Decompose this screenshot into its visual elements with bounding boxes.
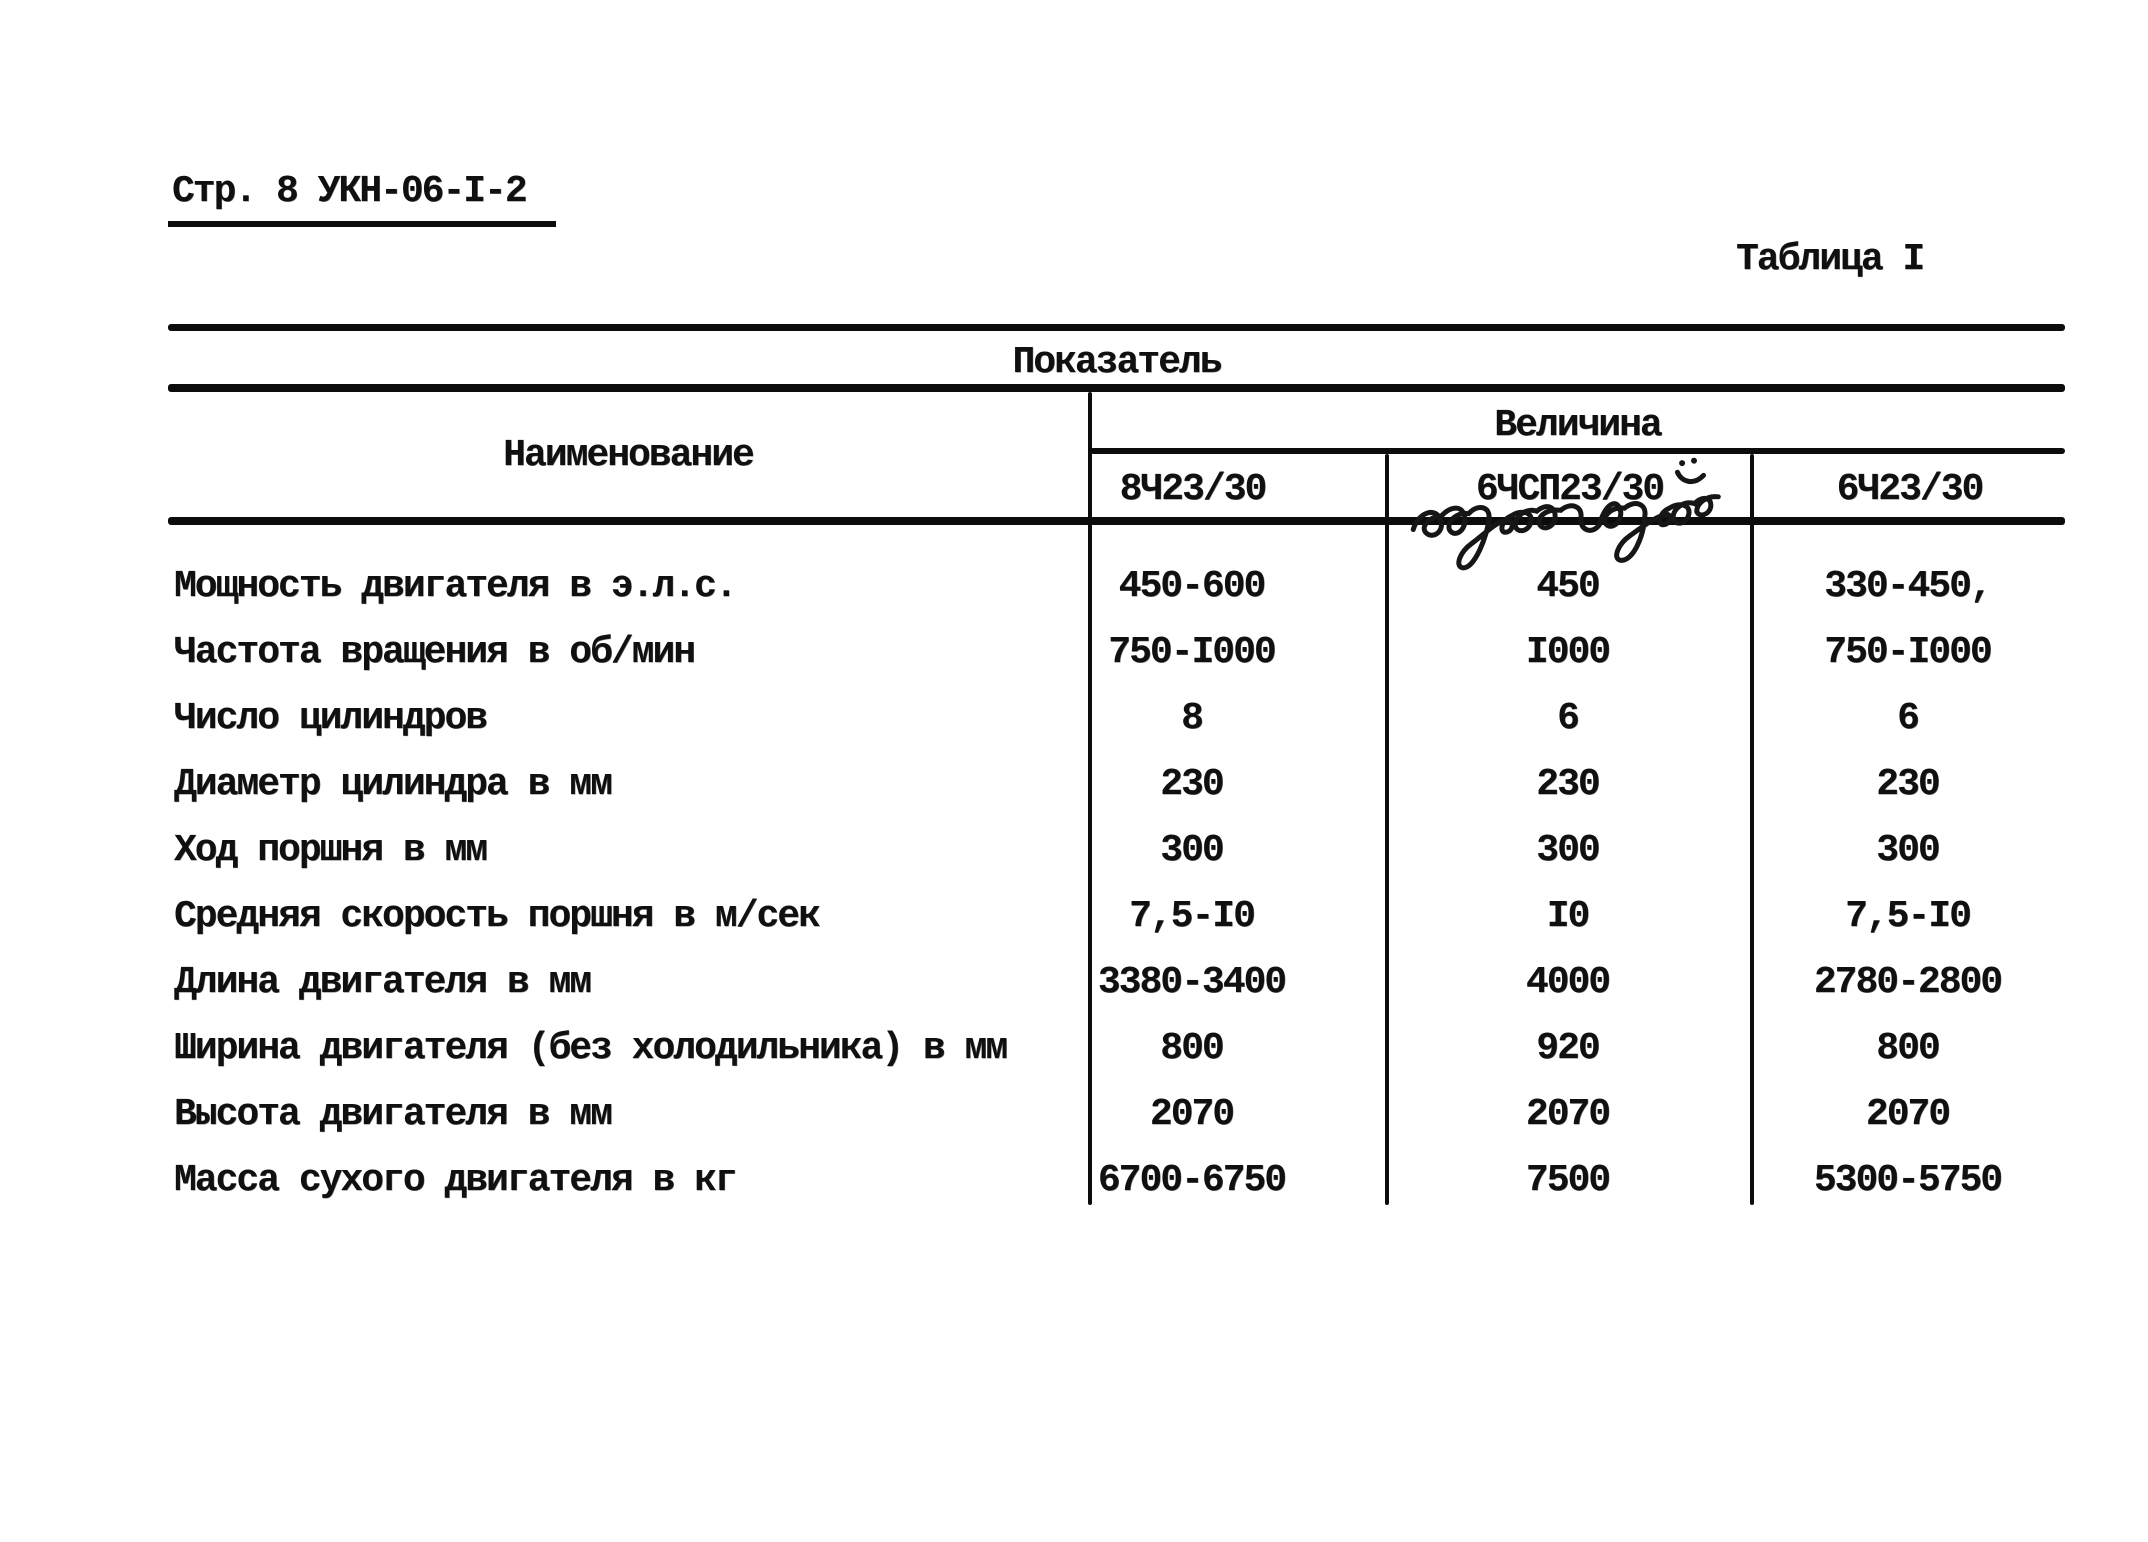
row-value: I0 xyxy=(1546,894,1589,938)
table-row xyxy=(168,817,2065,883)
row-name: Мощность двигателя в э.л.с. xyxy=(174,564,736,608)
row-value: 230 xyxy=(1876,762,1939,806)
table-row xyxy=(168,1015,2065,1081)
row-value: 750-I000 xyxy=(1108,630,1275,674)
row-value: 6 xyxy=(1557,696,1578,740)
row-value: 230 xyxy=(1536,762,1599,806)
row-value: 300 xyxy=(1160,828,1223,872)
row-value: 450 xyxy=(1536,564,1599,608)
row-value: 2780-2800 xyxy=(1813,960,2002,1004)
row-value: 2070 xyxy=(1865,1092,1950,1136)
column-header-1: 8Ч23/30 xyxy=(1119,467,1266,511)
table-group-header: Показатель xyxy=(1012,341,1221,384)
table-row xyxy=(168,685,2065,751)
row-value: 750-I000 xyxy=(1824,630,1991,674)
row-name: Число цилиндров xyxy=(174,696,487,740)
table-row xyxy=(168,619,2065,685)
table-row xyxy=(168,553,2065,619)
row-name: Ширина двигателя (без холодильника) в мм xyxy=(174,1026,1007,1070)
row-value: 6 xyxy=(1897,696,1918,740)
table-body xyxy=(168,553,2065,1213)
table-row xyxy=(168,883,2065,949)
table-subheader-border xyxy=(168,517,2065,525)
row-name: Масса сухого двигателя в кг xyxy=(174,1158,736,1202)
name-column-header: Наименование xyxy=(503,434,753,477)
row-value: 920 xyxy=(1536,1026,1599,1070)
row-value: 7500 xyxy=(1525,1158,1610,1202)
table-row xyxy=(168,751,2065,817)
table-row xyxy=(168,949,2065,1015)
row-value: 6700-6750 xyxy=(1097,1158,1286,1202)
table-top-border xyxy=(168,324,2065,331)
row-value: 3380-3400 xyxy=(1097,960,1286,1004)
row-value: 7,5-I0 xyxy=(1845,894,1970,938)
values-group-header: Величина xyxy=(1494,404,1661,447)
row-name: Ход поршня в мм xyxy=(174,828,487,872)
column-header-3: 6Ч23/30 xyxy=(1836,467,1983,511)
row-value: 800 xyxy=(1160,1026,1223,1070)
row-value: 4000 xyxy=(1525,960,1610,1004)
row-name: Высота двигателя в мм xyxy=(174,1092,611,1136)
row-value: 230 xyxy=(1160,762,1223,806)
column-header-2: 6ЧСП23/30 xyxy=(1475,467,1664,511)
page-number-label: Стр. 8 УКН-06-I-2 xyxy=(168,170,556,227)
row-name: Длина двигателя в мм xyxy=(174,960,591,1004)
row-value: 2070 xyxy=(1149,1092,1234,1136)
row-value: 2070 xyxy=(1525,1092,1610,1136)
row-value: 800 xyxy=(1876,1026,1939,1070)
handwritten-annotation xyxy=(1401,456,1740,583)
row-value: I000 xyxy=(1525,630,1610,674)
row-value: 450-600 xyxy=(1118,564,1265,608)
row-value: 300 xyxy=(1876,828,1939,872)
row-name: Диаметр цилиндра в мм xyxy=(174,762,611,806)
table-row xyxy=(168,1081,2065,1147)
row-value: 7,5-I0 xyxy=(1129,894,1254,938)
row-value: 5300-5750 xyxy=(1813,1158,2002,1202)
row-value: 330-450, xyxy=(1824,564,1991,608)
row-value: 300 xyxy=(1536,828,1599,872)
table-row xyxy=(168,1147,2065,1213)
table-caption: Таблица I xyxy=(1736,238,1924,281)
row-name: Частота вращения в об/мин xyxy=(174,630,695,674)
row-value: 8 xyxy=(1181,696,1202,740)
values-header-border xyxy=(1090,448,2065,454)
row-name: Средняя скорость поршня в м/сек xyxy=(174,894,819,938)
table-header-border xyxy=(168,384,2065,392)
